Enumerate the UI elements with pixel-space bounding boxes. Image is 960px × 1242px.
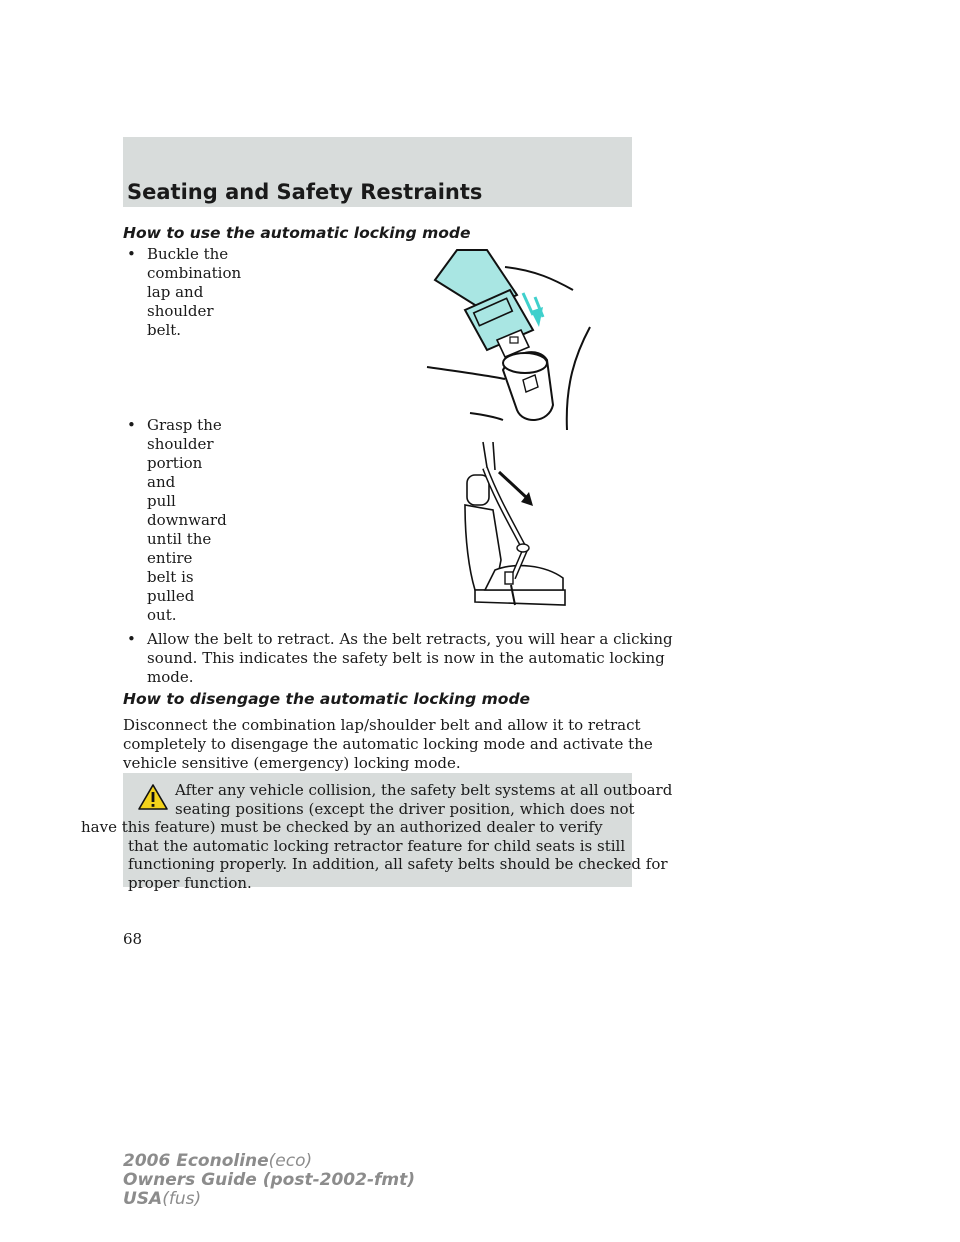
buckle-illustration <box>425 245 600 435</box>
disengage-paragraph: Disconnect the combination lap/shoulder belt and allow it to retract completely to disengage the automatic locking mode and activate the vehicle sensitive (emergency) locking mode. <box>123 716 653 772</box>
footer <box>123 1152 415 1209</box>
warning-box <box>81 773 673 892</box>
bullet-text: Buckle the combination lap and shoulder belt. <box>147 245 242 339</box>
seat-illustration <box>455 440 575 610</box>
heading-disengage-locking-mode: How to disengage the automatic locking mode <box>123 690 531 708</box>
warning-text: After any vehicle collision, the safety belt systems at all outboard seating positions (except the driver position, which does not have this feature) must be checked by an authorized dealer to verify that the automatic locking retractor feature for child seats is still functioning properly. In addition, all safety belts should be checked for proper function. <box>81 781 673 892</box>
bullet-text: Allow the belt to retract. As the belt retracts, you will hear a clicking sound. This indicates the safety belt is now in the automatic locking mode. <box>147 630 673 686</box>
section-title: Seating and Safety Restraints <box>127 180 483 204</box>
footer-line-1: 2006 Econoline(eco) <box>123 1151 313 1171</box>
bullet-dot: • <box>127 416 136 434</box>
page-number: 68 <box>123 930 143 948</box>
bullet-dot: • <box>127 245 136 263</box>
heading-use-locking-mode: How to use the automatic locking mode <box>123 224 471 242</box>
bullet-dot: • <box>127 630 136 648</box>
footer-line-3: USA(fus) <box>123 1189 202 1209</box>
footer-line-2: Owners Guide (post-2002-fmt) <box>123 1170 416 1190</box>
bullet-text: Grasp the shoulder portion and pull downward until the entire belt is pulled out. <box>147 416 227 624</box>
